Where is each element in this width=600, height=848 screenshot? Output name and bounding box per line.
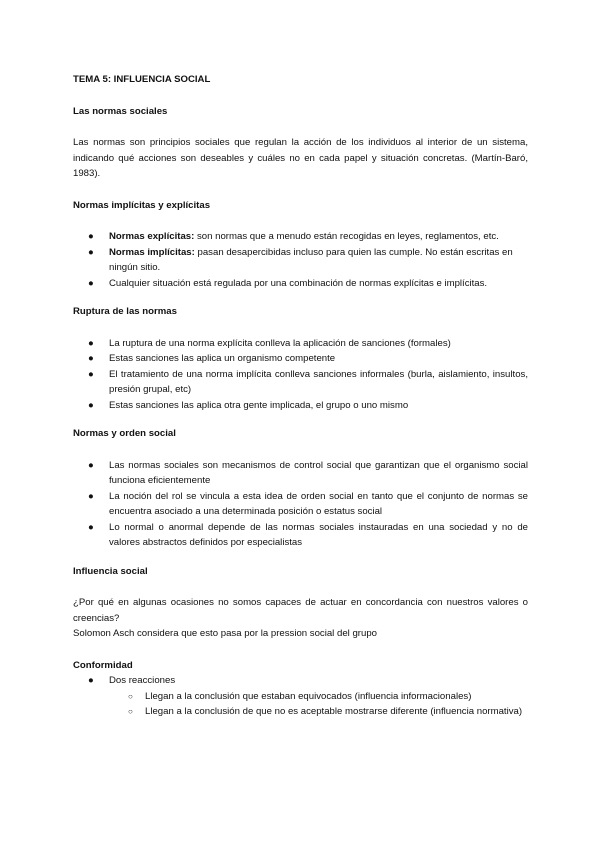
list-item-text: pasan desapercibidas incluso para quien las cumple. No están escritas en ningún sitio.	[109, 246, 513, 273]
heading-orden-social: Normas y orden social	[73, 428, 176, 439]
document-title: TEMA 5: INFLUENCIA SOCIAL	[73, 74, 211, 85]
document-page	[73, 72, 528, 720]
bullet-icon: ●	[88, 246, 94, 258]
bullet-icon: ●	[88, 521, 94, 533]
list-item-text: Estas sanciones las aplica otra gente implicada, el grupo o uno mismo	[109, 399, 409, 411]
list-item	[73, 276, 528, 292]
heading-conformidad: Conformidad	[73, 659, 133, 671]
list-item-text: son normas que a menudo están recogidas en leyes, reglamentos, etc.	[194, 231, 499, 242]
list-item-text: Llegan a la conclusión que estaban equivocados (influencia informacionales)	[145, 690, 472, 702]
list-item	[73, 229, 528, 245]
list-item-text: Estas sanciones las aplica un organismo competente	[109, 353, 336, 364]
bullet-icon: ●	[88, 459, 94, 471]
list-conformidad	[73, 673, 528, 720]
list-item	[73, 458, 528, 489]
bullet-icon: ●	[88, 368, 94, 380]
bullet-icon: ●	[88, 337, 94, 349]
term: Normas explícitas:	[109, 231, 195, 242]
list-item	[73, 398, 528, 414]
list-item-text: Lo normal o anormal depende de las normas sociales instauradas en una sociedad y no de valores abstractos definidos por especialistas	[109, 521, 528, 548]
list-item-text: Llegan a la conclusión de que no es aceptable mostrarse diferente (influencia normativa)	[145, 706, 523, 717]
list-ruptura	[73, 336, 528, 414]
list-item	[73, 489, 528, 520]
list-item	[73, 336, 528, 352]
list-item-text: Las normas sociales son mecanismos de control social que garantizan que el organismo social funciona eficientemente	[109, 459, 528, 486]
bullet-icon: ●	[88, 399, 94, 411]
list-item	[73, 367, 528, 398]
hollow-bullet-icon: ○	[128, 691, 133, 701]
list-item-text: La ruptura de una norma explícita conlleva la aplicación de sanciones (formales)	[109, 337, 451, 349]
bullet-icon: ●	[88, 490, 94, 502]
list-item-text: Dos reacciones	[109, 675, 176, 686]
list-item	[73, 520, 528, 551]
paragraph-influencia-asch: Solomon Asch considera que esto pasa por la pression social del grupo	[73, 628, 377, 639]
bullet-icon: ●	[88, 277, 94, 289]
list-item	[73, 351, 528, 367]
sub-list-item	[73, 689, 528, 705]
heading-implicitas-explicitas: Normas implícitas y explícitas	[73, 199, 211, 211]
heading-normas-sociales: Las normas sociales	[73, 105, 168, 117]
bullet-icon: ●	[88, 353, 94, 364]
list-item	[73, 245, 528, 276]
list-item-text: Cualquier situación está regulada por una combinación de normas explícitas e implícitas.	[109, 277, 488, 289]
heading-influencia-social: Influencia social	[73, 565, 148, 577]
paragraph-influencia-question: ¿Por qué en algunas ocasiones no somos capaces de actuar en concordancia con nuestros valores o creencias?	[73, 597, 528, 624]
list-orden-social	[73, 458, 528, 551]
bullet-icon: ●	[88, 231, 94, 242]
list-item	[73, 673, 528, 689]
list-item-text: La noción del rol se vincula a esta idea de orden social en tanto que el conjunto de normas se encuentra asociado a una determinada posición o estatus social	[109, 490, 528, 517]
term: Normas implícitas:	[109, 246, 195, 258]
list-implicitas-explicitas	[73, 229, 528, 291]
bullet-icon: ●	[88, 675, 94, 686]
list-item-text: El tratamiento de una norma implícita conlleva sanciones informales (burla, aislamiento, insultos, presión grupal, etc)	[109, 368, 528, 395]
paragraph-normas-sociales: Las normas son principios sociales que regulan la acción de los individuos al interior de un sistema, indicando qué acciones son deseables y cuáles no en cada papel y situación concretas. (Martín-Baró, 1983).	[73, 137, 528, 179]
sub-list-item	[73, 704, 528, 720]
heading-ruptura: Ruptura de las normas	[73, 306, 177, 317]
hollow-bullet-icon: ○	[128, 707, 133, 716]
